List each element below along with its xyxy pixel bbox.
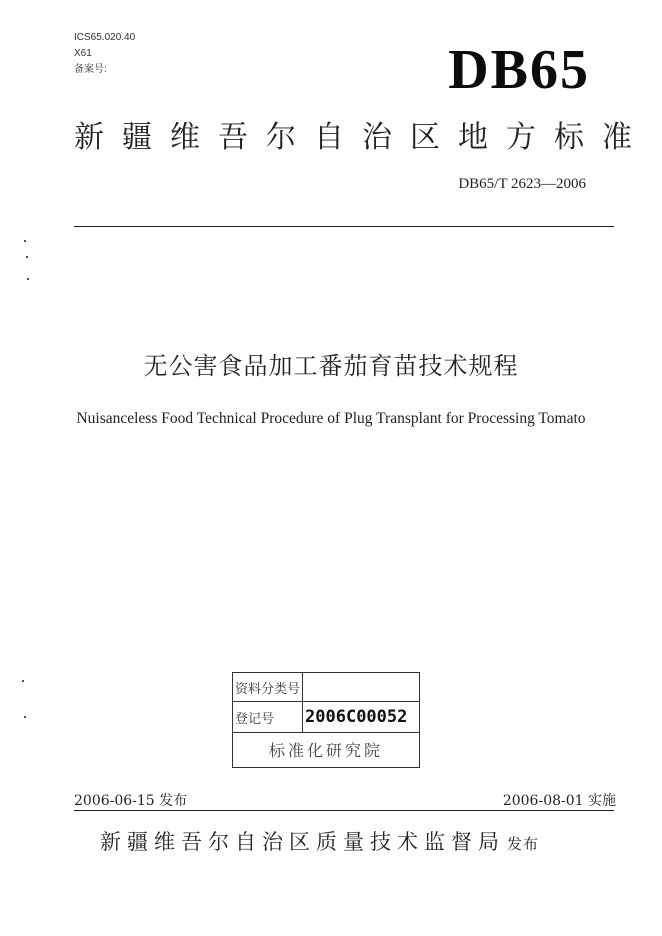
standard-code-logo: DB65 <box>448 39 590 101</box>
standard-number: DB65/T 2623—2006 <box>458 176 586 192</box>
issuing-authority <box>100 826 539 856</box>
scan-speck <box>26 256 28 258</box>
record-number-label: 备案号: <box>74 64 107 75</box>
stamp-institute-name: 标准化研究院 <box>233 732 420 767</box>
issue-date: 2006-06-15 发布 <box>74 793 188 809</box>
scan-speck <box>24 716 26 718</box>
registration-stamp <box>232 672 422 768</box>
implementation-date: 2006-08-01 实施 <box>502 793 616 809</box>
stamp-registration-label: 登记号 <box>233 702 303 733</box>
standard-category-title: 新疆维吾尔自治区地方标准 <box>74 120 650 155</box>
scan-speck <box>27 278 29 280</box>
stamp-registration-number: 2006C00052 <box>303 702 420 733</box>
footer-divider <box>74 810 614 811</box>
classification-code: X61 <box>74 48 92 59</box>
ics-code: ICS65.020.40 <box>74 32 136 43</box>
stamp-classification-label: 资料分类号 <box>233 673 303 702</box>
stamp-classification-value <box>303 673 420 702</box>
document-title-english: Nuisanceless Food Technical Procedure of Plug Transplant for Processing Tomato <box>76 410 586 427</box>
document-title-chinese: 无公害食品加工番茄育苗技术规程 <box>143 352 519 380</box>
scan-speck <box>22 680 24 682</box>
scan-speck <box>24 240 26 242</box>
header-divider <box>74 226 614 227</box>
issuing-authority-name: 新疆维吾尔自治区质量技术监督局 <box>100 830 505 854</box>
issuing-authority-suffix: 发布 <box>507 835 540 853</box>
